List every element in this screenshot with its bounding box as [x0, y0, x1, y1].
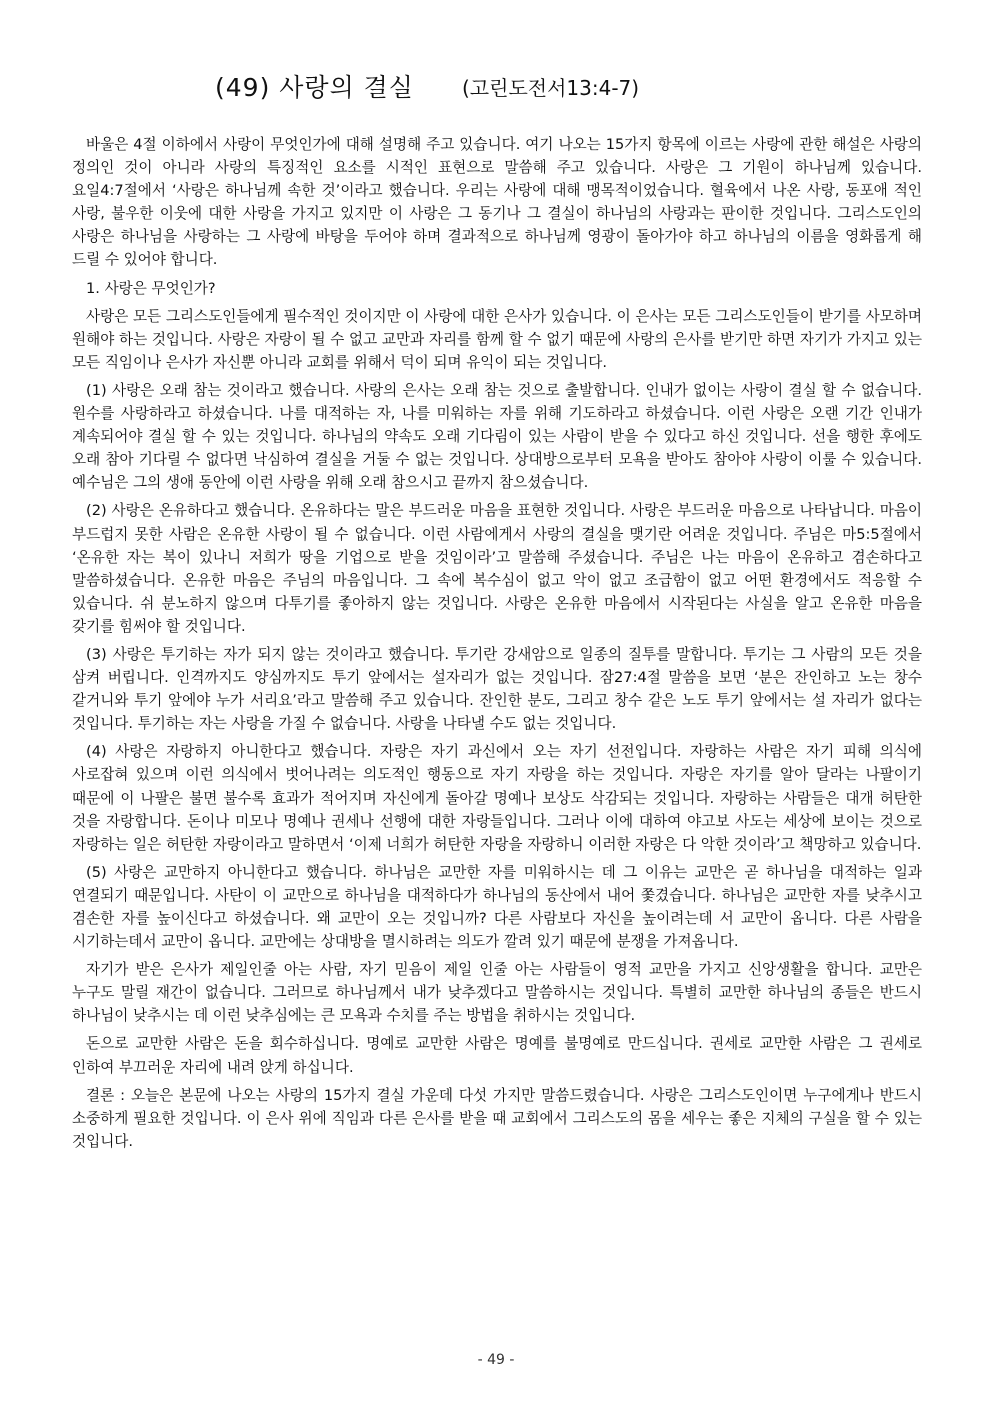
paragraph-point-2: (2) 사랑은 온유하다고 했습니다. 온유하다는 말은 부드러운 마음을 표현한 것입니다. 사랑은 부드러운 마음으로 나타납니다. 마음이 부드럽지 못한 사람은 온유한 사랑이 될 수 없습니다. 이런 사람에게서 사랑의 결실을 맺기란 어려운 것입니다. 주님은 마5:5절에서 ‘온유한 자는 복이 있나니 저희가 땅을 기업으로 받을 것임이라’고 말씀해 주셨습니다. 주님은 나는 마음이 온유하고 겸손하다고 말씀하셨습니다. 온유한 마음은 주님의 마음입니다. 그 속에 복수심이 없고 악이 없고 조급함이 없고 어떤 환경에서도 적응할 수 있습니다. 쉬 분노하지 않으며 다투기를 좋아하지 않는 것입니다. 사랑은 온유한 마음에서 시작된다는 사실을 알고 온유한 마음을 갖기를 힘써야 할 것입니다. [72, 502, 922, 635]
paragraph-intro: 바울은 4절 이하에서 사랑이 무엇인가에 대해 설명해 주고 있습니다. 여기 나오는 15가지 항목에 이르는 사랑에 관한 해설은 사랑의 정의인 것이 아니라 사랑의 특징적인 요소를 시적인 표현으로 말씀해 주고 있습니다. 사랑은 그 기원이 하나님께 있습니다. 요일4:7절에서 ‘사랑은 하나님께 속한 것’이라고 했습니다. 우리는 사랑에 대해 맹목적이었습니다. 혈육에서 나온 사랑, 동포애 적인 사랑, 불우한 이웃에 대한 사랑을 가지고 있지만 이 사랑은 그 동기나 그 결실이 하나님의 사랑과는 판이한 것입니다. 그리스도인의 사랑은 하나님을 사랑하는 그 사랑에 바탕을 두어야 하며 결과적으로 하나님께 영광이 돌아가야 하고 하나님의 이름을 영화롭게 해 드릴 수 있어야 합니다. [72, 136, 922, 269]
paragraph-pride-consequence: 돈으로 교만한 사람은 돈을 회수하십니다. 명예로 교만한 사람은 명예를 불명예로 만드십니다. 권세로 교만한 사람은 그 권세로 인하여 부끄러운 자리에 내려 앉게 하십니다. [72, 1035, 922, 1076]
paragraph-gift: 사랑은 모든 그리스도인들에게 필수적인 것이지만 이 사랑에 대한 은사가 있습니다. 이 은사는 모든 그리스도인들이 받기를 사모하며 원해야 하는 것입니다. 사랑은 자랑이 될 수 없고 교만과 자리를 함께 할 수 없기 때문에 사랑의 은사를 받기만 하면 자기가 가지고 있는 모든 직임이나 은사가 자신뿐 아니라 교회를 위해서 덕이 되며 유익이 되는 것입니다. [72, 307, 922, 371]
page-title: (49) 사랑의 결실 [215, 73, 414, 102]
scripture-reference: (고린도전서13:4-7) [462, 76, 640, 100]
document-body [72, 133, 922, 1158]
paragraph-point-1: (1) 사랑은 오래 참는 것이라고 했습니다. 사랑의 은사는 오래 참는 것으로 출발합니다. 인내가 없이는 사랑이 결실 할 수 없습니다. 원수를 사랑하라고 하셨습니다. 나를 대적하는 자, 나를 미워하는 자를 위해 기도하라고 하셨습니다. 이런 사랑은 오랜 기간 인내가 계속되어야 결실 할 수 있는 것입니다. 하나님의 약속도 오래 기다림이 있는 사람이 받을 수 있다고 하신 것입니다. 선을 행한 후에도 오래 참아 기다릴 수 없다면 낙심하여 결실을 거둘 수 없는 것입니다. 상대방으로부터 모욕을 받아도 참아야 사랑이 이룰 수 있습니다. 예수님은 그의 생애 동안에 이런 사랑을 위해 오래 참으시고 끝까지 참으셨습니다. [72, 381, 922, 492]
paragraph-point-3: (3) 사랑은 투기하는 자가 되지 않는 것이라고 했습니다. 투기란 강새암으로 일종의 질투를 말합니다. 투기는 그 사람의 모든 것을 삼켜 버립니다. 인격까지도 양심까지도 투기 앞에서는 설자리가 없는 것입니다. 잠27:4절 말씀을 보면 ‘분은 잔인하고 노는 창수 같거니와 투기 앞에야 누가 서리요’라고 말씀해 주고 있습니다. 잔인한 분도, 그리고 창수 같은 노도 투기 앞에서는 설 자리가 없다는 것입니다. 투기하는 자는 사랑을 가질 수 없습니다. 사랑을 나타낼 수도 없는 것입니다. [72, 645, 922, 733]
section-heading: 1. 사랑은 무엇인가? [86, 279, 216, 297]
paragraph-spiritual-pride: 자기가 받은 은사가 제일인줄 아는 사람, 자기 믿음이 제일 인줄 아는 사람들이 영적 교만을 가지고 신앙생활을 합니다. 교만은 누구도 말릴 재간이 없습니다. 그러므로 하나님께서 내가 낮추겠다고 말씀하시는 것입니다. 특별히 교만한 하나님의 종들은 반드시 하나님이 낮추시는 데 이런 낮추심에는 큰 모욕과 수치를 주는 방법을 취하시는 것입니다. [72, 961, 922, 1025]
paragraph-conclusion: 결론 : 오늘은 본문에 나오는 사랑의 15가지 결실 가운데 다섯 가지만 말씀드렸습니다. 사랑은 그리스도인이면 누구에게나 반드시 소중하게 필요한 것입니다. 이 은사 위에 직임과 다른 은사를 받을 때 교회에서 그리스도의 몸을 세우는 좋은 지체의 구실을 할 수 있는 것입니다. [72, 1086, 922, 1150]
paragraph-point-4: (4) 사랑은 자랑하지 아니한다고 했습니다. 자랑은 자기 과신에서 오는 자기 선전입니다. 자랑하는 사람은 자기 피해 의식에 사로잡혀 있으며 이런 의식에서 벗어나려는 의도적인 행동으로 자기 자랑을 하는 것입니다. 자랑은 자기를 알아 달라는 나팔이기 때문에 이 나팔은 불면 불수록 효과가 적어지며 자신에게 돌아갈 명예나 보상도 삭감되는 것입니다. 자랑하는 사람들은 대개 허탄한 것을 자랑합니다. 돈이나 미모나 명예나 권세나 선행에 대한 자랑들입니다. 그러나 이에 대하여 야고보 사도는 세상에 보이는 것으로 자랑하는 일은 허탄한 자랑이라고 말하면서 ‘이제 너희가 허탄한 자랑을 자랑하니 이러한 자랑은 다 악한 것이라’고 책망하고 있습니다. [72, 743, 922, 853]
page-number: - 49 - [477, 1352, 515, 1368]
paragraph-point-5: (5) 사랑은 교만하지 아니한다고 했습니다. 하나님은 교만한 자를 미워하시는 데 그 이유는 교만은 곧 하나님을 대적하는 일과 연결되기 때문입니다. 사탄이 이 교만으로 하나님을 대적하다가 하나님의 동산에서 내어 쫓겼습니다. 하나님은 교만한 자를 낮추시고 겸손한 자를 높이신다고 하셨습니다. 왜 교만이 오는 것입니까? 다른 사람보다 자신을 높이려는데 서 교만이 옵니다. 다른 사람을 시기하는데서 교만이 옵니다. 교만에는 상대방을 멸시하려는 의도가 깔려 있기 때문에 분쟁을 가져옵니다. [72, 863, 922, 951]
